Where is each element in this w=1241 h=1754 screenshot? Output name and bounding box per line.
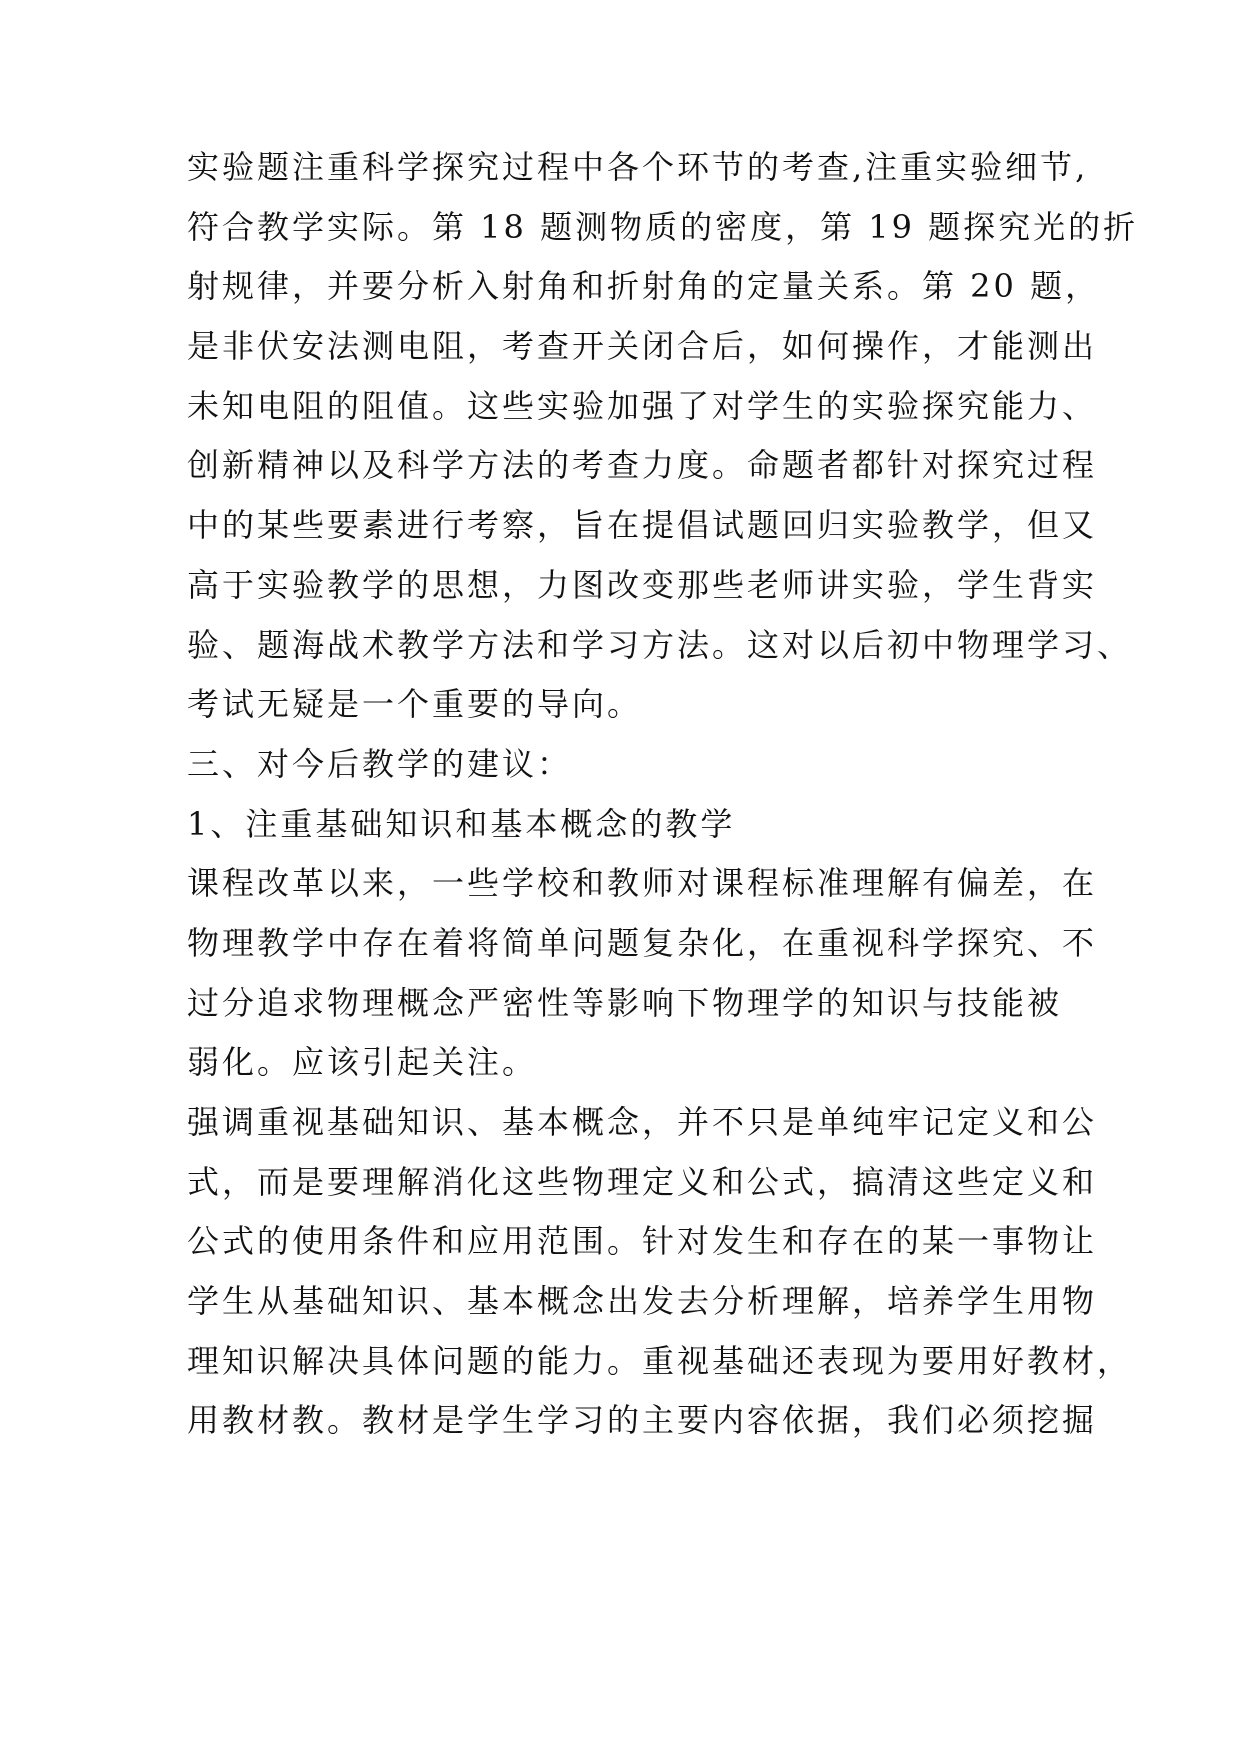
text-line: 创新精神以及科学方法的考查力度。命题者都针对探究过程 — [187, 446, 1098, 485]
text-line: 过分追求物理概念严密性等影响下物理学的知识与技能被 — [187, 983, 1063, 1022]
text-line: 是非伏安法测电阻，考查开关闭合后，如何操作，才能测出 — [187, 327, 1098, 366]
text-line: 弱化。应该引起关注。 — [187, 1043, 538, 1082]
text-line: 强调重视基础知识、基本概念，并不只是单纯牢记定义和公 — [187, 1103, 1098, 1141]
text-line: 考试无疑是一个重要的导向。 — [187, 685, 643, 724]
section-heading: 三、对今后教学的建议： — [187, 744, 573, 783]
text-line: 高于实验教学的思想，力图改变那些老师讲实验，学生背实 — [187, 565, 1098, 604]
text-line: 课程改革以来，一些学校和教师对课程标准理解有偏差，在 — [187, 864, 1098, 903]
body-text — [187, 138, 1139, 1451]
text-line: 中的某些要素进行考察，旨在提倡试题回归实验教学，但又 — [187, 506, 1098, 545]
text-line: 学生从基础知识、基本概念出发去分析理解，培养学生用物 — [187, 1282, 1098, 1321]
text-line: 射规律，并要分析入射角和折射角的定量关系。第 20 题， — [187, 267, 1101, 306]
text-line: 实验题注重科学探究过程中各个环节的考查,注重实验细节, — [187, 148, 1089, 186]
text-line: 符合教学实际。第 18 题测物质的密度，第 19 题探究光的折 — [187, 207, 1139, 246]
text-line: 用教材教。教材是学生学习的主要内容依据，我们必须挖掘 — [187, 1401, 1098, 1440]
text-line: 验、题海战术教学方法和学习方法。这对以后初中物理学习、 — [187, 625, 1133, 664]
text-line: 式，而是要理解消化这些物理定义和公式，搞清这些定义和 — [187, 1162, 1098, 1201]
text-line: 未知电阻的阻值。这些实验加强了对学生的实验探究能力、 — [187, 386, 1098, 425]
text-line: 理知识解决具体问题的能力。重视基础还表现为要用好教材， — [187, 1341, 1133, 1380]
subsection-heading: 1、注重基础知识和基本概念的教学 — [187, 804, 736, 843]
text-line: 公式的使用条件和应用范围。针对发生和存在的某一事物让 — [187, 1222, 1098, 1261]
text-line: 物理教学中存在着将简单问题复杂化，在重视科学探究、不 — [187, 923, 1098, 962]
